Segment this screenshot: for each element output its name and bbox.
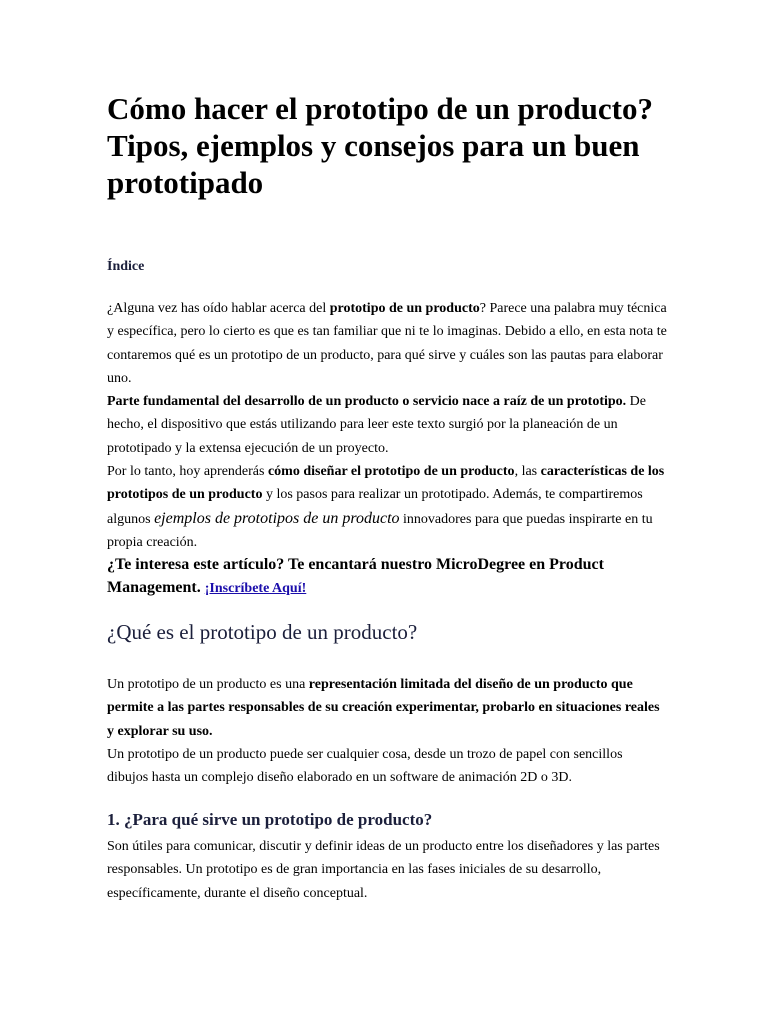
article-title: Cómo hacer el prototipo de un producto? Tipos, ejemplos y consejos para un buen prototipado xyxy=(107,91,653,200)
intro-paragraph-1 xyxy=(107,297,667,390)
enroll-link[interactable]: ¡Inscríbete Aquí! xyxy=(204,581,307,596)
section-1-paragraph-1 xyxy=(107,673,667,743)
section-1-paragraph-2: Un prototipo de un producto puede ser cualquier cosa, desde un trozo de papel con sencillos dibujos hasta un complejo diseño elaborado en un software de animación 2D o 3D. xyxy=(107,746,623,786)
bold-text: características de los prototipos de un producto xyxy=(107,464,665,503)
text: y los pasos para realizar un prototipado. Además, te compartiremos algunos xyxy=(107,487,643,527)
section-1-body xyxy=(107,673,667,789)
intro-paragraph-3 xyxy=(107,460,667,554)
cta-text: ¿Te interesa este artículo? Te encantará nuestro MicroDegree en Product Management. xyxy=(107,556,604,596)
subsection-heading: 1. ¿Para qué sirve un prototipo de producto? xyxy=(107,810,433,829)
text: , las xyxy=(514,464,541,480)
text: De hecho, el dispositivo que estás utilizando para leer este texto surgió por la planeación de un prototipado y la extensa ejecución de un proyecto. xyxy=(107,394,646,456)
intro-paragraph-2 xyxy=(107,390,667,460)
text: Un prototipo de un producto es una xyxy=(107,677,309,692)
text: innovadores para que puedas inspirarte en tu propia creación. xyxy=(107,511,653,550)
section-heading: ¿Qué es el prototipo de un producto? xyxy=(107,620,418,644)
text: Por lo tanto, hoy aprenderás xyxy=(107,464,268,480)
bold-text: cómo diseñar el prototipo de un producto xyxy=(267,464,515,480)
italic-text: ejemplos de prototipos de un producto xyxy=(154,509,400,527)
bold-text: Parte fundamental del desarrollo de un producto o servicio nace a raíz de un prototipo. xyxy=(107,394,627,410)
text: ¿Alguna vez has oído hablar acerca del xyxy=(107,301,330,316)
intro-section xyxy=(107,297,667,554)
bold-text: representación limitada del diseño de un producto que permite a las partes responsables de su creación experimentar, probarlo en situaciones reales y explorar su uso. xyxy=(107,677,660,739)
subsection-1-body xyxy=(107,835,667,905)
subsection-1-paragraph-1: Son útiles para comunicar, discutir y definir ideas de un producto entre los diseñadores y las partes responsables. Un prototipo es de gran importancia en las fases iniciales de su desarrollo, específicamente, durante el diseño conceptual. xyxy=(107,839,660,901)
cta-paragraph xyxy=(107,553,667,600)
text: ? Parece una palabra muy técnica y específica, pero lo cierto es que es tan familiar que ni te lo imaginas. Debido a ello, en esta nota te contaremos qué es un prototipo de un producto, para qué sirve y cuáles son las pautas para elaborar uno. xyxy=(107,301,667,386)
bold-text: prototipo de un producto xyxy=(329,301,480,316)
table-of-contents-label[interactable]: Índice xyxy=(107,259,145,274)
